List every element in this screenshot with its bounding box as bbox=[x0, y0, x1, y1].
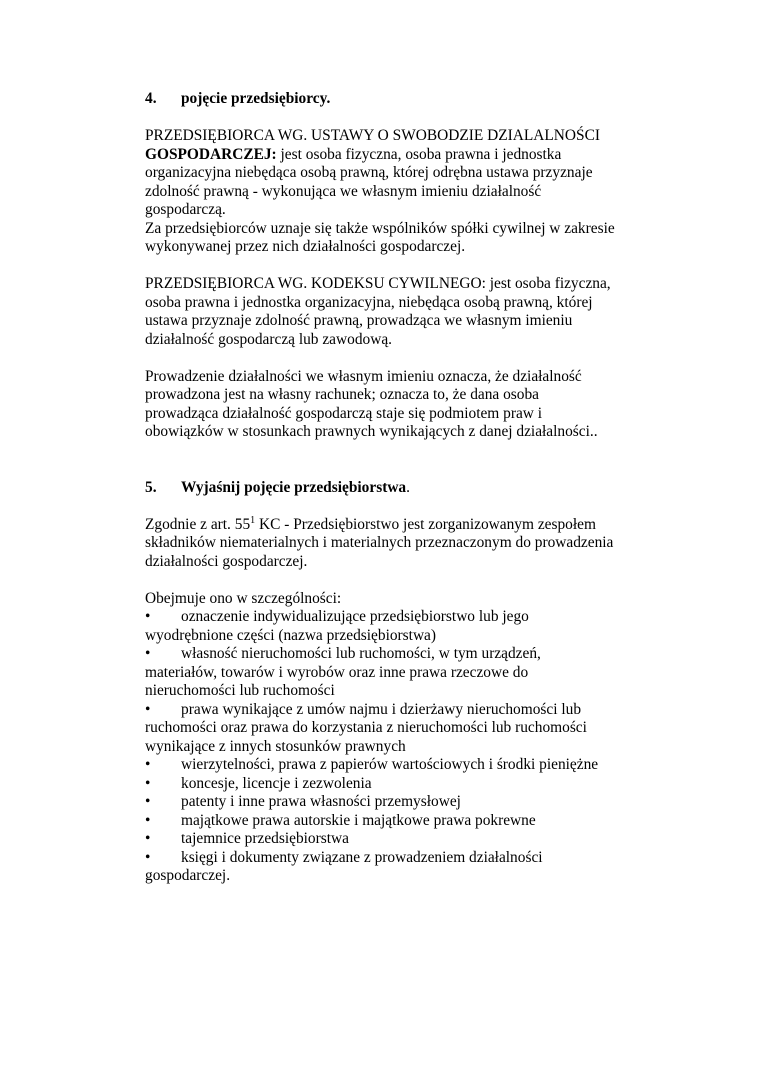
text-line: materiałów, towarów i wyrobów oraz inne prawa rzeczowe do bbox=[145, 663, 529, 681]
text-line: wynikające z innych stosunków prawnych bbox=[145, 737, 406, 755]
text-line: działalność gospodarczą lub zawodową. bbox=[145, 330, 393, 348]
text-line-part: GOSPODARCZEJ: bbox=[145, 145, 277, 163]
text-line bbox=[145, 608, 625, 627]
bullet-icon: • bbox=[145, 811, 151, 829]
list-item bbox=[145, 775, 625, 794]
text-line bbox=[145, 793, 625, 812]
own-name-paragraph bbox=[145, 368, 625, 442]
text-line: prowadzona jest na własny rachunek; oznacza to, że dana osoba bbox=[145, 386, 540, 403]
text-line bbox=[145, 645, 625, 664]
list-item bbox=[145, 793, 625, 812]
superscript: 1 bbox=[250, 514, 256, 526]
text-line: zdolność prawną - wykonująca we własnym imieniu działalność bbox=[145, 182, 542, 200]
text-line-part: księgi i dokumenty związane z prowadzeniem działalności bbox=[181, 848, 543, 866]
text-line-part: tajemnice przedsiębiorstwa bbox=[181, 830, 349, 847]
bullet-icon: • bbox=[145, 608, 151, 625]
text-line: Za przedsiębiorców uznaje się także wspólników spółki cywilnej w zakresie bbox=[145, 219, 615, 237]
text-line bbox=[145, 756, 625, 775]
text-line: gospodarczą. bbox=[145, 201, 226, 218]
text-line: wykonywanej przez nich działalności gospodarczej. bbox=[145, 238, 466, 255]
list-item bbox=[145, 812, 625, 831]
list-item bbox=[145, 830, 625, 849]
text-line: prowadząca działalność gospodarczą staje się podmiotem praw i bbox=[145, 404, 543, 422]
text-line-part: prawa wynikające z umów najmu i dzierżawy nieruchomości lub bbox=[181, 700, 582, 718]
bullet-icon: • bbox=[145, 848, 151, 866]
text-line-part: koncesje, licencje i zezwolenia bbox=[181, 774, 372, 792]
section-5-title: Wyjaśnij pojęcie przedsiębiorstwa bbox=[181, 478, 407, 496]
document-page bbox=[145, 90, 625, 886]
text-line bbox=[145, 830, 625, 849]
text-line-part: jest osoba fizyczna, osoba prawna i jednostka bbox=[276, 145, 562, 163]
list-intro: Obejmuje ono w szczególności: bbox=[145, 589, 342, 607]
text-line: działalności gospodarczej. bbox=[145, 552, 308, 570]
list-item bbox=[145, 701, 625, 757]
list-item bbox=[145, 608, 625, 645]
text-line: Prowadzenie działalności we własnym imieniu oznacza, że działalność bbox=[145, 367, 582, 385]
list-item bbox=[145, 756, 625, 775]
bullet-icon: • bbox=[145, 700, 151, 718]
text-line-part: własność nieruchomości lub ruchomości, w tym urządzeń, bbox=[181, 645, 541, 662]
bullet-icon: • bbox=[145, 645, 151, 662]
section-4-number: 4. bbox=[145, 90, 157, 107]
text-line bbox=[145, 701, 625, 720]
text-line: PRZEDSIĘBIORCA WG. USTAWY O SWOBODZIE DZIALALNOŚCI bbox=[145, 127, 600, 144]
bullet-icon: • bbox=[145, 830, 151, 847]
text-line: PRZEDSIĘBIORCA WG. KODEKSU CYWILNEGO: jest osoba fizyczna, bbox=[145, 275, 611, 292]
enterprise-components-list bbox=[145, 590, 625, 886]
text-line: gospodarczej. bbox=[145, 867, 231, 884]
text-line bbox=[145, 146, 625, 165]
text-line-part: KC - Przedsiębiorstwo jest zorganizowanym zespołem bbox=[255, 515, 596, 533]
text-line-part: wierzytelności, prawa z papierów wartościowych i środki pieniężne bbox=[181, 756, 599, 773]
section-5-title-end: . bbox=[406, 478, 410, 496]
section-5-number: 5. bbox=[145, 478, 157, 496]
text-line-part: Zgodnie z art. 55 bbox=[145, 515, 251, 533]
definition-kodeks-paragraph bbox=[145, 275, 625, 349]
enterprise-definition-paragraph bbox=[145, 516, 625, 572]
text-line-part: majątkowe prawa autorskie i majątkowe prawa pokrewne bbox=[181, 811, 536, 829]
section-4-heading bbox=[145, 90, 625, 109]
text-line: nieruchomości lub ruchomości bbox=[145, 682, 335, 699]
definition-ustawa-paragraph bbox=[145, 127, 625, 257]
text-line: ustawa przyznaje zdolność prawną, prowadząca we własnym imieniu bbox=[145, 312, 573, 329]
text-line: organizacyjna niebędąca osobą prawną, której odrębna ustawa przyznaje bbox=[145, 164, 593, 181]
bullet-icon: • bbox=[145, 793, 151, 810]
text-line: składników niematerialnych i materialnych przeznaczonym do prowadzenia bbox=[145, 534, 614, 551]
section-5-heading bbox=[145, 479, 625, 498]
text-line: obowiązków w stosunkach prawnych wynikających z danej działalności.. bbox=[145, 423, 598, 440]
list-item bbox=[145, 645, 625, 701]
text-line: ruchomości oraz prawa do korzystania z nieruchomości lub ruchomości bbox=[145, 719, 587, 736]
section-4-title: pojęcie przedsiębiorcy. bbox=[181, 90, 331, 107]
text-line bbox=[145, 775, 625, 794]
list-item bbox=[145, 849, 625, 886]
text-line bbox=[145, 849, 625, 868]
bullet-icon: • bbox=[145, 774, 151, 792]
text-line: wyodrębnione części (nazwa przedsiębiorstwa) bbox=[145, 626, 437, 644]
text-line bbox=[145, 812, 625, 831]
text-line bbox=[145, 516, 625, 535]
text-line-part: oznaczenie indywidualizujące przedsiębiorstwo lub jego bbox=[181, 608, 529, 625]
bullet-icon: • bbox=[145, 756, 151, 773]
text-line: osoba prawna i jednostka organizacyjna, niebędąca osobą prawną, której bbox=[145, 293, 593, 311]
text-line-part: patenty i inne prawa własności przemysłowej bbox=[181, 793, 461, 810]
